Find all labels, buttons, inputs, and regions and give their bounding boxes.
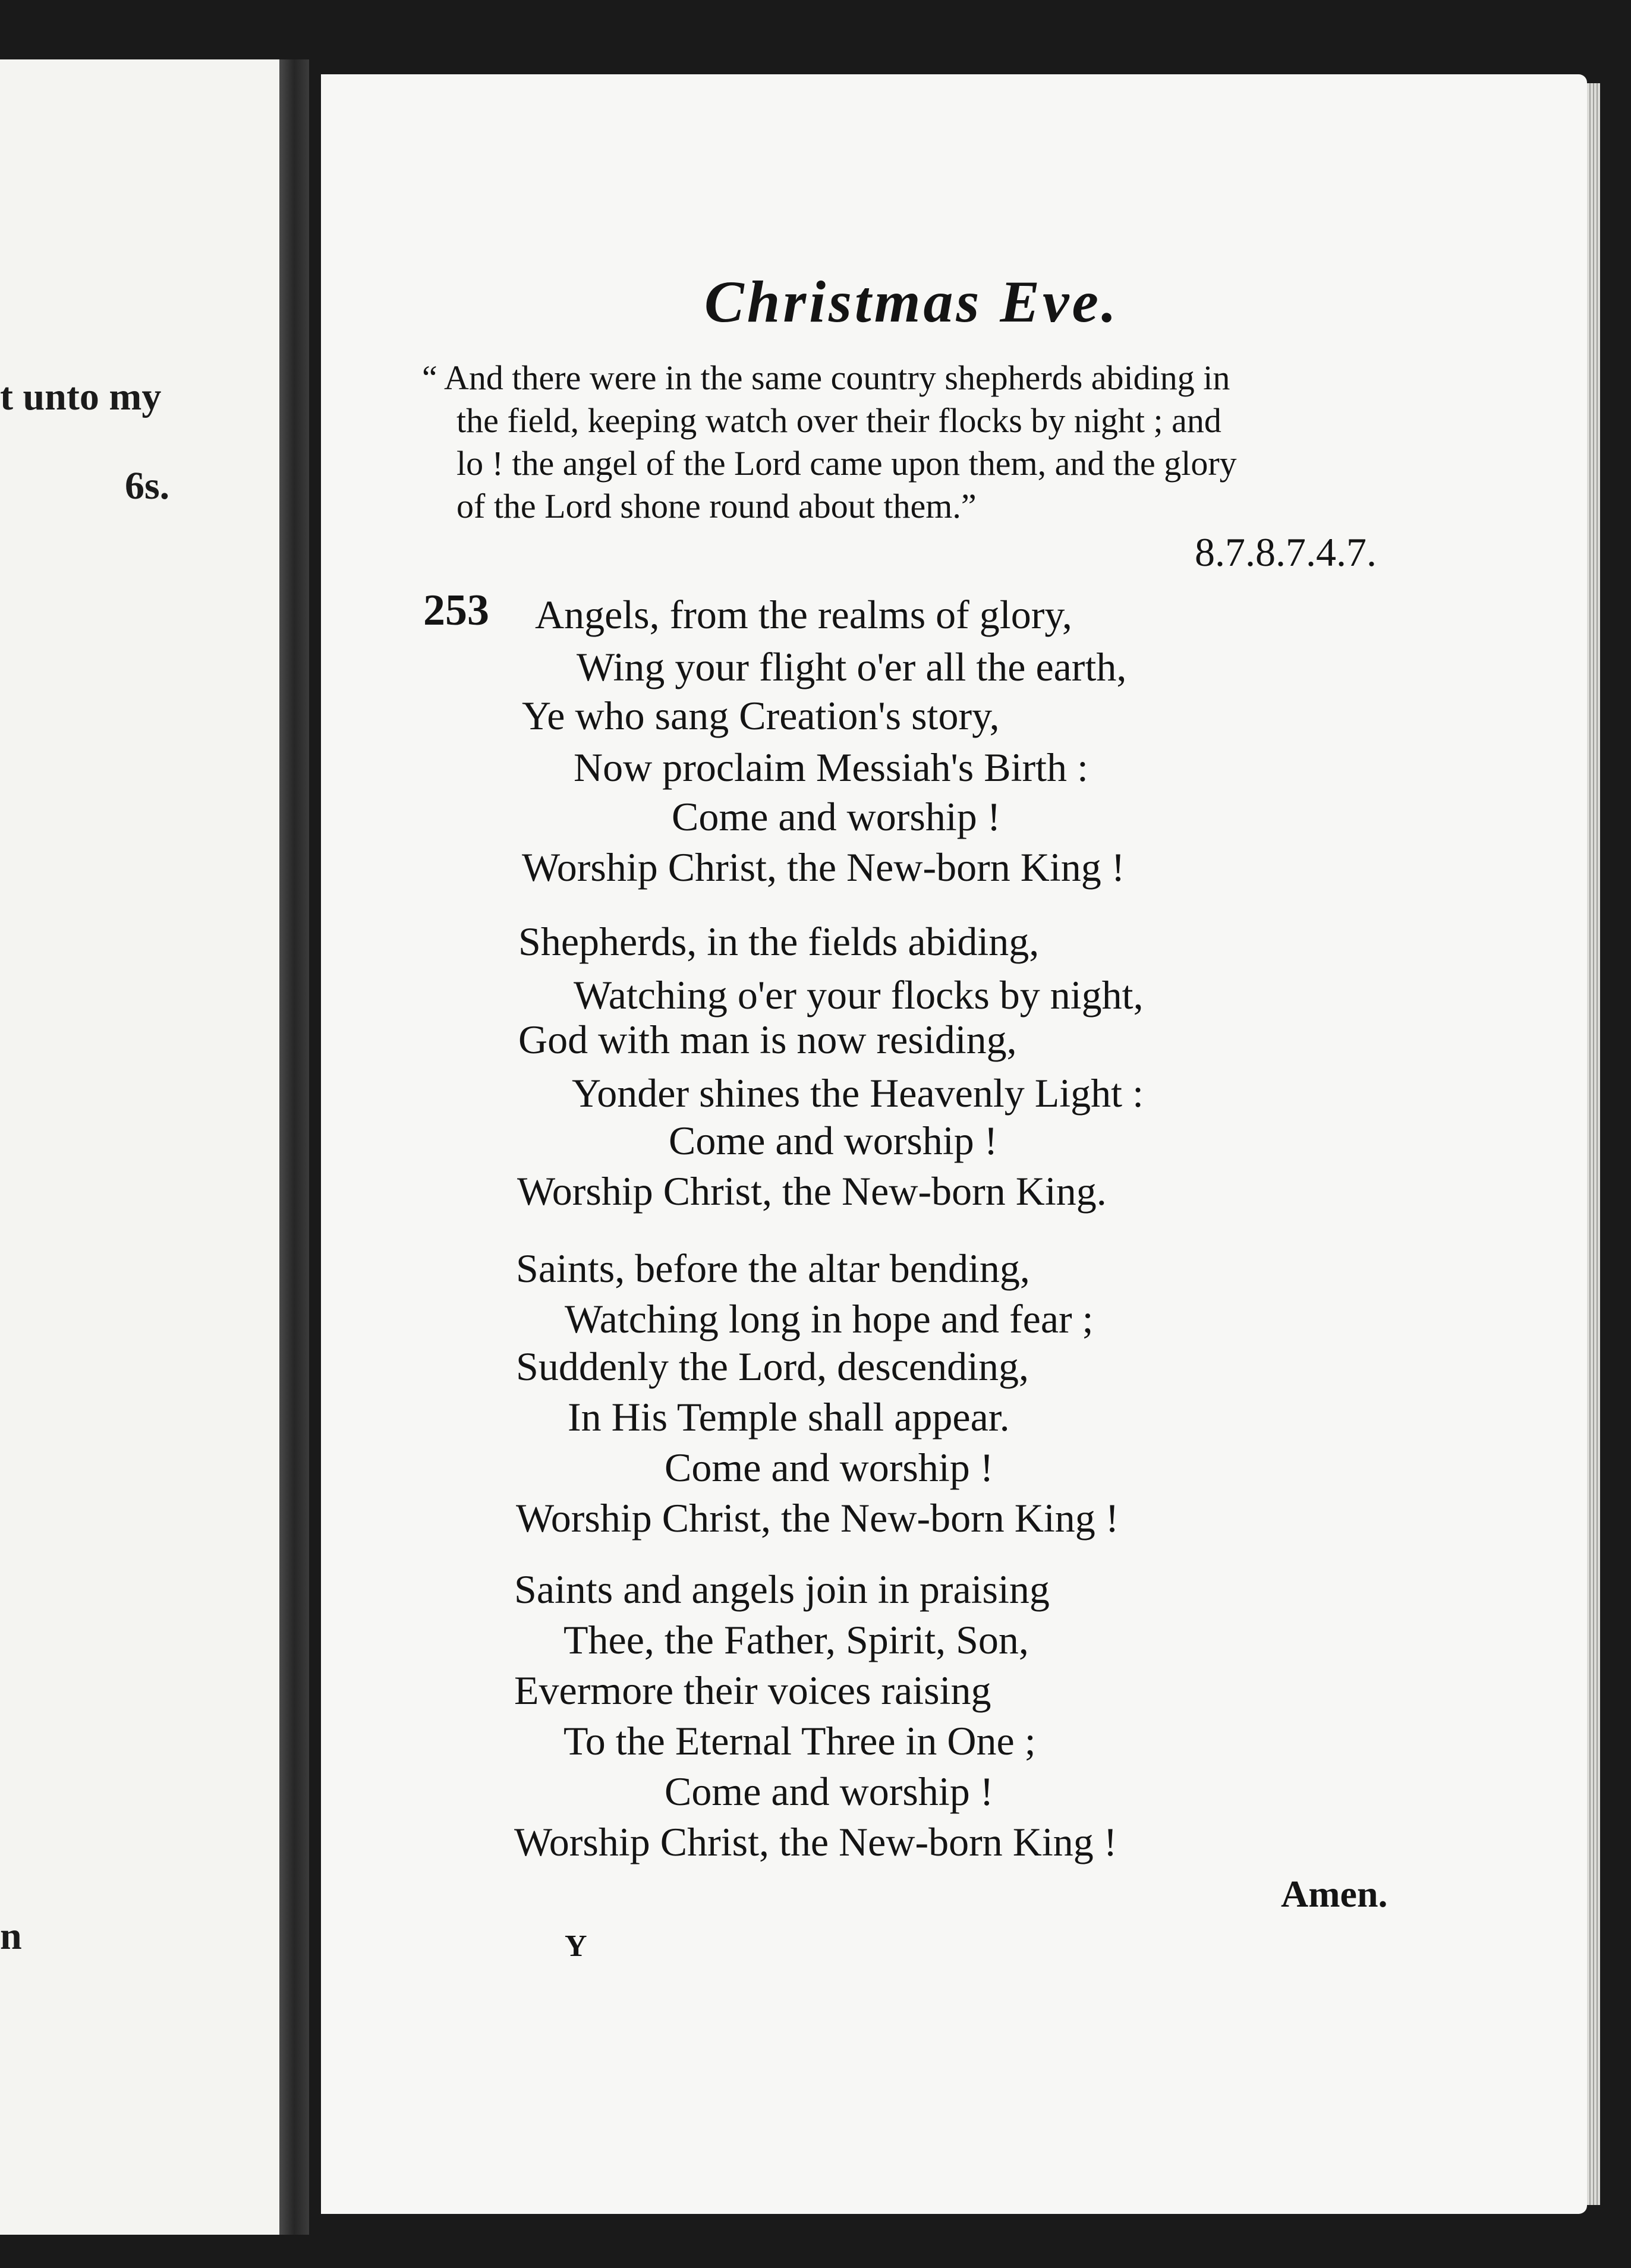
verse-refrain: Come and worship ! bbox=[669, 1118, 998, 1163]
verse-line: To the Eternal Three in One ; bbox=[563, 1718, 1036, 1763]
verse-refrain: Come and worship ! bbox=[665, 1445, 994, 1490]
verse-line: Watching o'er your flocks by night, bbox=[574, 972, 1144, 1018]
verse-line: Worship Christ, the New-born King ! bbox=[514, 1819, 1117, 1864]
left-page bbox=[0, 59, 279, 2235]
signature-mark: Y bbox=[565, 1929, 587, 1963]
left-page-fragment: t unto my bbox=[0, 375, 162, 418]
hymn-number: 253 bbox=[423, 586, 489, 635]
verse-line: Wing your flight o'er all the earth, bbox=[577, 644, 1127, 689]
verse-refrain: Come and worship ! bbox=[665, 1769, 994, 1814]
verse-line: Suddenly the Lord, descending, bbox=[516, 1344, 1029, 1389]
epigraph-line: “ And there were in the same country shepherds abiding in bbox=[422, 358, 1230, 397]
verse-line: Worship Christ, the New-born King ! bbox=[516, 1495, 1119, 1541]
verse-line: Thee, the Father, Spirit, Son, bbox=[563, 1617, 1029, 1662]
verse-line: Ye who sang Creation's story, bbox=[522, 693, 1000, 738]
verse-line: Worship Christ, the New-born King ! bbox=[522, 845, 1125, 890]
verse-line: Angels, from the realms of glory, bbox=[535, 592, 1072, 637]
verse-line: Evermore their voices raising bbox=[514, 1668, 991, 1713]
amen: Amen. bbox=[1281, 1873, 1388, 1915]
verse-line: Yonder shines the Heavenly Light : bbox=[572, 1070, 1144, 1116]
verse-line: Shepherds, in the fields abiding, bbox=[518, 919, 1040, 964]
left-page-fragment: n bbox=[0, 1914, 22, 1958]
hymn-meter: 8.7.8.7.4.7. bbox=[1195, 530, 1377, 575]
book-gutter bbox=[279, 59, 309, 2235]
verse-line: Saints and angels join in praising bbox=[514, 1567, 1050, 1612]
epigraph-line: the field, keeping watch over their flocks by night ; and bbox=[456, 401, 1221, 440]
epigraph-line: lo ! the angel of the Lord came upon them, and the glory bbox=[456, 444, 1237, 483]
verse-line: God with man is now residing, bbox=[518, 1017, 1017, 1062]
verse-line: Saints, before the altar bending, bbox=[516, 1246, 1030, 1291]
epigraph bbox=[422, 357, 1432, 528]
left-page-fragment: 6s. bbox=[125, 464, 170, 508]
verse-line: In His Temple shall appear. bbox=[568, 1394, 1010, 1439]
verse-line: Worship Christ, the New-born King. bbox=[517, 1168, 1107, 1214]
verse-line: Now proclaim Messiah's Birth : bbox=[574, 745, 1088, 790]
verse-refrain: Come and worship ! bbox=[672, 794, 1001, 839]
epigraph-line: of the Lord shone round about them.” bbox=[456, 487, 977, 525]
page-edge bbox=[1587, 83, 1600, 2205]
verse-line: Watching long in hope and fear ; bbox=[565, 1296, 1094, 1341]
page-title: Christmas Eve. bbox=[704, 269, 1119, 335]
